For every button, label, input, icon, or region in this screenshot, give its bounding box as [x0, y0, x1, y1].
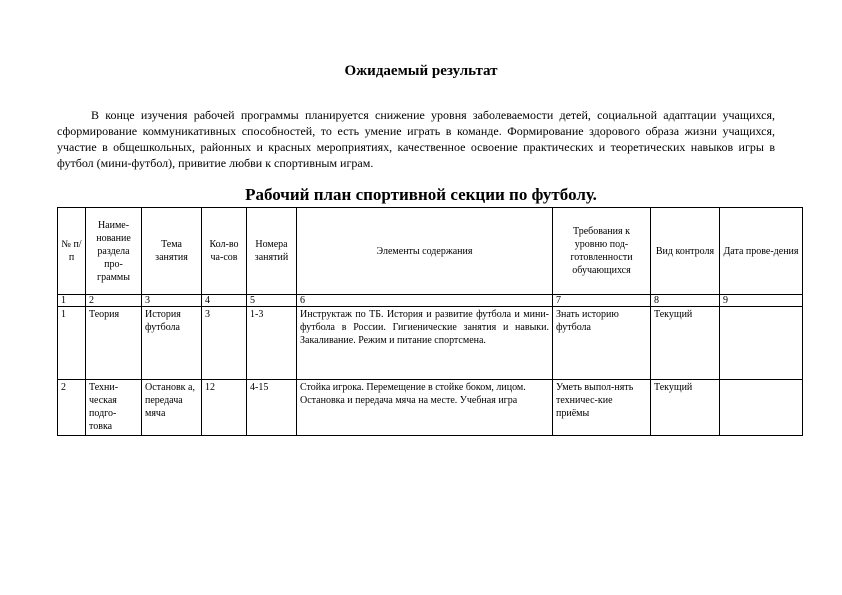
table-cell: Инструктаж по ТБ. История и развитие футбола и мини-футбола в России. Гигиенические занятия и навыки. Закаливание. Режим и питание спортсмена. — [297, 307, 553, 380]
table-cell: 4-15 — [247, 380, 297, 436]
column-number: 4 — [202, 295, 247, 307]
table-cell — [720, 307, 803, 380]
plan-title: Рабочий план спортивной секции по футболу. — [245, 185, 597, 204]
column-number: 3 — [142, 295, 202, 307]
table-cell: Остановк а, передача мяча — [142, 380, 202, 436]
table-cell: 1-3 — [247, 307, 297, 380]
table-row — [58, 380, 803, 436]
column-number: 5 — [247, 295, 297, 307]
table-cell: 2 — [58, 380, 86, 436]
header-cell: Тема занятия — [142, 208, 202, 295]
table-cell: Текущий — [651, 307, 720, 380]
header-cell: Кол-во ча-сов — [202, 208, 247, 295]
table-cell: Стойка игрока. Перемещение в стойке боком, лицом. Остановка и передача мяча на месте. Учебная игра — [297, 380, 553, 436]
plan-table — [57, 207, 803, 436]
column-number: 8 — [651, 295, 720, 307]
table-cell: 12 — [202, 380, 247, 436]
column-number: 2 — [86, 295, 142, 307]
table-cell: 3 — [202, 307, 247, 380]
header-cell: Вид контроля — [651, 208, 720, 295]
column-number: 1 — [58, 295, 86, 307]
table-header-row — [58, 208, 803, 295]
table-cell: Уметь выпол-нять техничес-кие приёмы — [553, 380, 651, 436]
column-number: 7 — [553, 295, 651, 307]
header-cell: Требования к уровню под-готовленности обучающихся — [553, 208, 651, 295]
table-cell: Техни-ческая подго-товка — [86, 380, 142, 436]
column-number: 6 — [297, 295, 553, 307]
table-row — [58, 307, 803, 380]
header-cell: Наиме-нование раздела про-граммы — [86, 208, 142, 295]
header-cell: Элементы содержания — [297, 208, 553, 295]
table-cell — [720, 380, 803, 436]
header-cell: № п/п — [58, 208, 86, 295]
table-cell: Знать историю футбола — [553, 307, 651, 380]
table-cell: Теория — [86, 307, 142, 380]
expected-result-heading: Ожидаемый результат — [344, 63, 498, 79]
header-cell: Дата прове-дения — [720, 208, 803, 295]
header-cell: Номера занятий — [247, 208, 297, 295]
paragraph-text: В конце изучения рабочей программы планируется снижение уровня заболеваемости детей, социальной адаптации учащихся, сформирование коммуникативных способностей, то есть умение играть в команде. Формирование здорового образа жизни учащихся, участие в общешкольных, районных и красных мероприятиях, качественное освоение практических и теоретических навыков игры в футбол (мини-футбол), привитие любви к спортивным играм. — [57, 108, 775, 170]
column-number: 9 — [720, 295, 803, 307]
table-cell: 1 — [58, 307, 86, 380]
column-number-row — [58, 295, 803, 307]
table-cell: История футбола — [142, 307, 202, 380]
table-cell: Текущий — [651, 380, 720, 436]
expected-result-paragraph — [57, 107, 775, 171]
